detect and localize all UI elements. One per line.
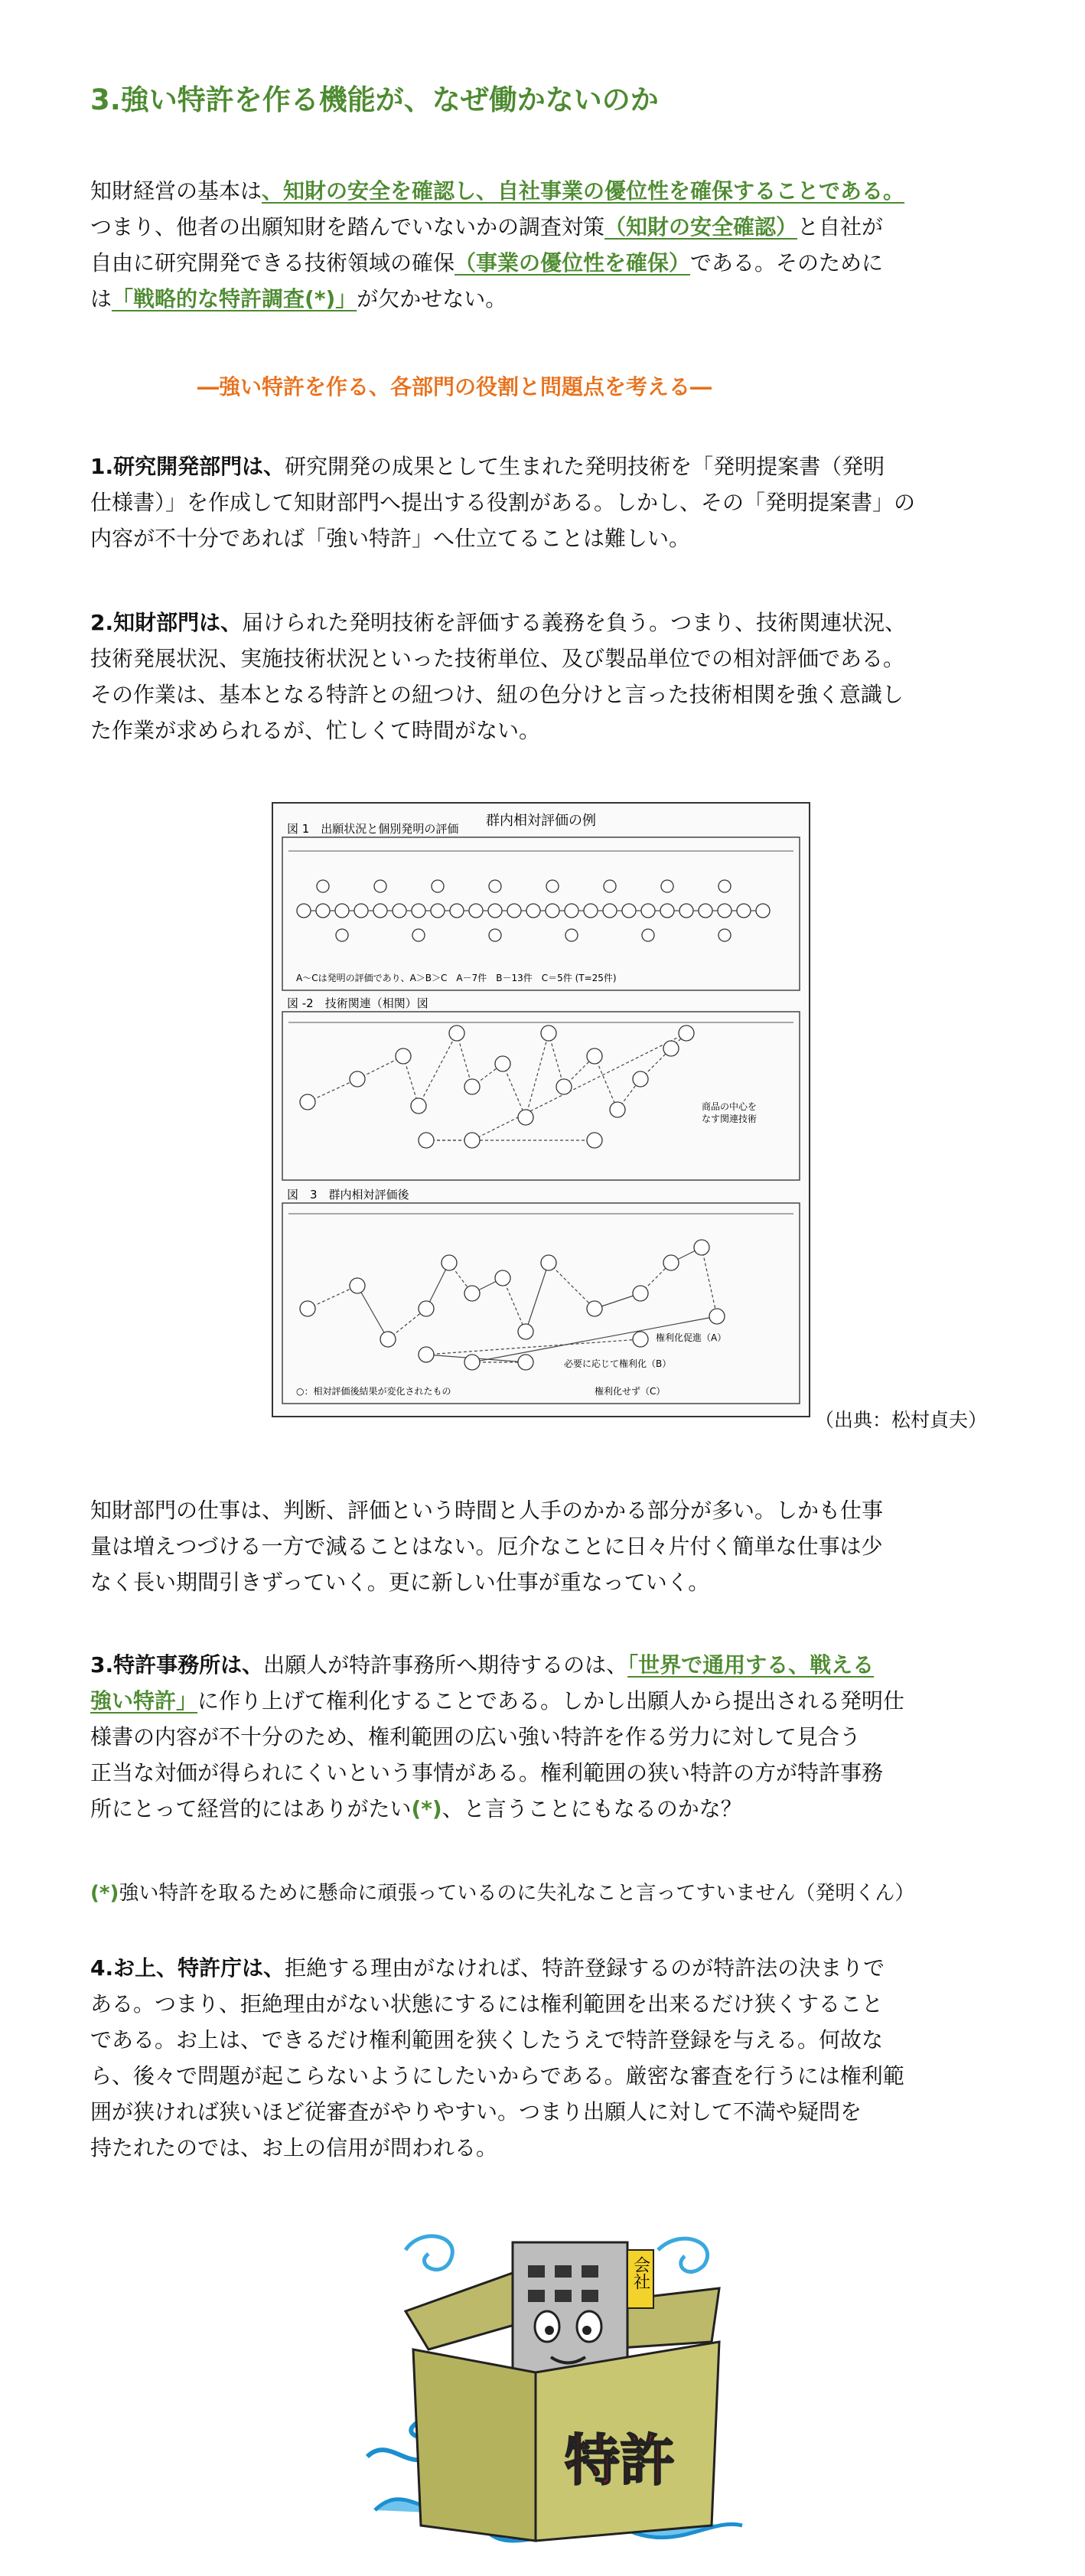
diagram-node xyxy=(633,1071,648,1087)
diagram-node xyxy=(546,880,559,892)
intro-paragraph xyxy=(90,173,1016,317)
figure-diagram xyxy=(273,804,809,1416)
section-2-head: 2.知財部門は、 xyxy=(90,610,243,635)
diagram-node xyxy=(587,1048,602,1064)
section-3 xyxy=(90,1647,1016,1827)
box-side xyxy=(413,2349,536,2541)
diagram-link xyxy=(308,1079,357,1102)
paragraph-3-text: 知財部門の仕事は、判断、評価という時間と人手のかかる部分が多い。しかも仕事 xyxy=(90,1498,884,1523)
section-2-text: 届けられた発明技術を評価する義務を負う。つまり、技術関連状況、 xyxy=(242,610,907,635)
diagram-node xyxy=(541,1255,556,1270)
diagram-node xyxy=(699,904,712,918)
diagram-node xyxy=(317,880,329,892)
window-icon xyxy=(555,2290,572,2302)
diagram-node xyxy=(489,929,501,941)
diagram-node xyxy=(449,1026,464,1041)
diagram-node xyxy=(633,1332,648,1347)
diagram-node xyxy=(464,1133,480,1148)
diagram-node xyxy=(610,1102,625,1117)
diagram-node xyxy=(546,904,559,918)
diagram-node xyxy=(565,929,578,941)
section-4 xyxy=(90,1950,1016,2166)
swirl-icon xyxy=(658,2239,708,2271)
diagram-node xyxy=(373,904,387,918)
diagram-node xyxy=(756,904,770,918)
panel-2-nodes xyxy=(300,1026,694,1148)
section-4-text: 拒絶する理由がなければ、特許登録するのが特許法の決まりで xyxy=(285,1955,885,1981)
diagram-node xyxy=(432,880,444,892)
diagram-node xyxy=(464,1286,480,1301)
figure-panel-2-note-2: なす関連技術 xyxy=(702,1114,758,1124)
section-3-head: 3.特許事務所は、 xyxy=(90,1652,264,1678)
diagram-node xyxy=(396,1048,411,1064)
figure-panel-3-note-1: 権利化促進（A） xyxy=(656,1332,727,1343)
diagram-link xyxy=(357,1286,388,1339)
swirl-icon xyxy=(406,2236,452,2270)
diagram-node xyxy=(633,1286,648,1301)
section-3-text: 様書の内容が不十分のため、権利範囲の広い強い特許を作る労力に対して見合う xyxy=(90,1724,861,1749)
diagram-node xyxy=(694,1240,709,1255)
diagram-node xyxy=(431,904,445,918)
diagram-node xyxy=(469,904,483,918)
diagram-link xyxy=(419,1033,457,1106)
figure-panel-3-note-4: ○：相対評価後結果が変化されたもの xyxy=(296,1386,451,1397)
diagram-node xyxy=(419,1133,434,1148)
diagram-node xyxy=(450,904,464,918)
intro-text: 知財経営の基本は xyxy=(90,178,262,204)
section-2-text: 技術発展状況、実施技術状況といった技術単位、及び製品単位での相対評価である。 xyxy=(90,646,905,671)
diagram-link xyxy=(526,1033,549,1117)
diagram-node xyxy=(661,880,673,892)
evaluation-figure xyxy=(272,802,810,1417)
diagram-link xyxy=(526,1263,549,1332)
paragraph-3-text: なく長い期間引きずっていく。更に新しい仕事が重なっていく。 xyxy=(90,1570,710,1595)
intro-text: は xyxy=(90,286,112,311)
patent-box-mascot xyxy=(360,2219,758,2556)
footnote xyxy=(90,1877,914,1906)
diagram-node xyxy=(411,1098,426,1114)
section-3-text: に作り上げて権利化することである。しかし出願人から提出される発明仕 xyxy=(197,1688,905,1714)
diagram-node xyxy=(718,929,731,941)
diagram-node xyxy=(604,880,616,892)
footnote-mark: (*) xyxy=(411,1796,442,1821)
section-2-text: た作業が求められるが、忙しくて時間がない。 xyxy=(90,718,541,743)
figure-panel-1-note: A～Cは発明の評価であり、A＞B＞C A－7件 B－13件 C＝5件 (T=25件) xyxy=(296,973,617,983)
diagram-node xyxy=(518,1324,533,1339)
diagram-node xyxy=(380,1332,396,1347)
section-2 xyxy=(90,605,1016,748)
section-1-text: 仕様書）」を作成して知財部門へ提出する役割がある。しかし、その「発明提案書」の xyxy=(90,490,916,515)
box-label: 特許 xyxy=(564,2428,676,2493)
diagram-node xyxy=(526,904,540,918)
figure-panel-3-title: 図 3 群内相対評価後 xyxy=(287,1188,409,1202)
window-icon xyxy=(528,2265,545,2278)
section-4-text: である。お上は、できるだけ権利範囲を狭くしたうえで特許登録を与える。何故な xyxy=(90,2027,884,2053)
section-4-text: 持たれたのでは、お上の信用が問われる。 xyxy=(90,2135,498,2160)
section-3-text: 出願人が特許事務所へ期待するのは、 xyxy=(263,1652,628,1678)
section-4-head: 4.お上、特許庁は、 xyxy=(90,1955,285,1981)
company-sign-label: 会社 xyxy=(630,2256,650,2290)
pupil-icon xyxy=(545,2326,554,2335)
figure-panel-1-title: 図 1 出願状況と個別発明の評価 xyxy=(287,822,459,836)
intro-text: 自由に研究開発できる技術領域の確保 xyxy=(90,250,455,276)
diagram-node xyxy=(300,1301,315,1316)
intro-text: と自社が xyxy=(797,214,884,240)
section-1-head: 1.研究開発部門は、 xyxy=(90,454,285,479)
diagram-node xyxy=(412,904,425,918)
section-3-text: 所にとって経営的にはありがたい xyxy=(90,1796,412,1821)
diagram-node xyxy=(419,1347,434,1362)
diagram-node xyxy=(622,904,636,918)
window-icon xyxy=(582,2265,598,2278)
diagram-node xyxy=(489,880,501,892)
section-1-text: 研究開発の成果として生まれた発明技術を「発明提案書（発明 xyxy=(285,454,885,479)
diagram-node xyxy=(350,1278,365,1293)
figure-panel-2-note-1: 商品の中心を xyxy=(702,1101,758,1112)
diagram-node xyxy=(663,1041,679,1056)
diagram-node xyxy=(541,1026,556,1041)
window-icon xyxy=(582,2290,598,2302)
diagram-node xyxy=(464,1079,480,1094)
diagram-node xyxy=(718,904,731,918)
diagram-node xyxy=(350,1071,365,1087)
section-4-text: 囲が狭ければ狭いほど従審査がやりやすい。つまり出願人に対して不満や疑問を xyxy=(90,2099,862,2124)
diagram-node xyxy=(300,1094,315,1110)
diagram-link xyxy=(503,1278,526,1332)
diagram-node xyxy=(556,1079,572,1094)
diagram-link xyxy=(457,1033,472,1087)
section-3-highlight: 強い特許」 xyxy=(90,1688,198,1714)
figure-panel-2-title: 図 -2 技術関連（相関）図 xyxy=(287,996,428,1010)
diagram-link xyxy=(426,1339,640,1355)
diagram-node xyxy=(642,929,654,941)
diagram-node xyxy=(587,1301,602,1316)
diagram-node xyxy=(495,1056,510,1071)
diagram-node xyxy=(354,904,368,918)
panel-1-nodes xyxy=(297,880,770,941)
diagram-node xyxy=(419,1301,434,1316)
diagram-link xyxy=(503,1064,526,1117)
diagram-link xyxy=(472,1033,686,1140)
section-1 xyxy=(90,448,1016,556)
diagram-node xyxy=(441,1255,457,1270)
diagram-node xyxy=(518,1355,533,1370)
diagram-node xyxy=(663,1255,679,1270)
section-2-text: その作業は、基本となる特許との紐つけ、紐の色分けと言った技術相関を強く意識し xyxy=(90,682,904,707)
intro-text: つまり、他者の出願知財を踏んでいないかの調査対策 xyxy=(90,214,605,240)
paragraph-3-text: 量は増えつづける一方で減ることはない。厄介なことに日々片付く簡単な仕事は少 xyxy=(90,1534,883,1559)
section-3-text: 、と言うことにもなるのかな？ xyxy=(441,1796,742,1821)
figure-panel-3-note-3: 権利化せず（C） xyxy=(595,1386,666,1397)
figure-panel-3-note-2: 必要に応じて権利化（B） xyxy=(564,1358,672,1369)
figure-panel-2 xyxy=(282,1012,800,1180)
figure-panel-3 xyxy=(282,1203,800,1404)
intro-text: である。そのために xyxy=(690,250,884,276)
intro-highlight: 、知財の安全を確認し、自社事業の優位性を確保することである。 xyxy=(262,178,905,204)
diagram-link xyxy=(702,1247,717,1316)
diagram-node xyxy=(412,929,425,941)
diagram-link xyxy=(549,1033,564,1087)
figure-title: 群内相対評価の例 xyxy=(486,813,596,829)
window-icon xyxy=(555,2265,572,2278)
intro-highlight: （知財の安全確認） xyxy=(604,214,798,240)
diagram-node xyxy=(374,880,386,892)
pupil-icon xyxy=(582,2326,591,2335)
section-4-text: ら、後々で問題が起こらないようにしたいからである。厳密な審査を行うには権利範 xyxy=(90,2063,904,2089)
diagram-node xyxy=(495,1270,510,1286)
intro-highlight: （事業の優位性を確保） xyxy=(455,250,691,276)
diagram-node xyxy=(464,1355,480,1370)
diagram-node xyxy=(335,904,349,918)
diagram-node xyxy=(737,904,751,918)
diagram-link xyxy=(595,1056,617,1110)
diagram-node xyxy=(641,904,655,918)
diagram-node xyxy=(587,1133,602,1148)
page-title: 3.強い特許を作る機能が、なぜ働かないのか xyxy=(90,83,659,116)
section-subhead: ―強い特許を作る、各部門の役割と問題点を考える― xyxy=(197,374,712,399)
footnote-mark: (*) xyxy=(90,1882,119,1905)
figure-caption: （出典：松村貞夫） xyxy=(815,1409,988,1431)
diagram-node xyxy=(488,904,502,918)
diagram-node xyxy=(584,904,598,918)
diagram-link xyxy=(549,1263,595,1309)
diagram-node xyxy=(603,904,617,918)
diagram-node xyxy=(718,880,731,892)
diagram-node xyxy=(393,904,406,918)
diagram-node xyxy=(709,1309,725,1324)
footnote-text: 強い特許を取るために懸命に頑張っているのに失礼なこと言ってすいません（発明くん） xyxy=(119,1882,915,1905)
diagram-node xyxy=(565,904,578,918)
diagram-node xyxy=(316,904,330,918)
diagram-node xyxy=(297,904,311,918)
diagram-node xyxy=(679,1026,694,1041)
diagram-node xyxy=(336,929,348,941)
intro-highlight: 「戦略的な特許調査(*)」 xyxy=(112,286,357,311)
section-1-text: 内容が不十分であれば「強い特許」へ仕立てることは難しい。 xyxy=(90,526,691,551)
intro-text: が欠かせない。 xyxy=(357,286,507,311)
diagram-node xyxy=(679,904,693,918)
diagram-node xyxy=(518,1110,533,1125)
window-icon xyxy=(528,2290,545,2302)
panel-3-nodes xyxy=(300,1240,725,1370)
section-3-text: 正当な対価が得られにくいという事情がある。権利範囲の狭い特許の方が特許事務 xyxy=(90,1760,884,1785)
diagram-node xyxy=(660,904,674,918)
paragraph-3 xyxy=(90,1492,1016,1600)
diagram-link xyxy=(308,1286,357,1309)
section-3-highlight: 「世界で通用する、戦える xyxy=(627,1652,875,1678)
section-4-text: ある。つまり、拒絶理由がない状態にするには権利範囲を出来るだけ狭くすること xyxy=(90,1991,884,2017)
diagram-node xyxy=(507,904,521,918)
